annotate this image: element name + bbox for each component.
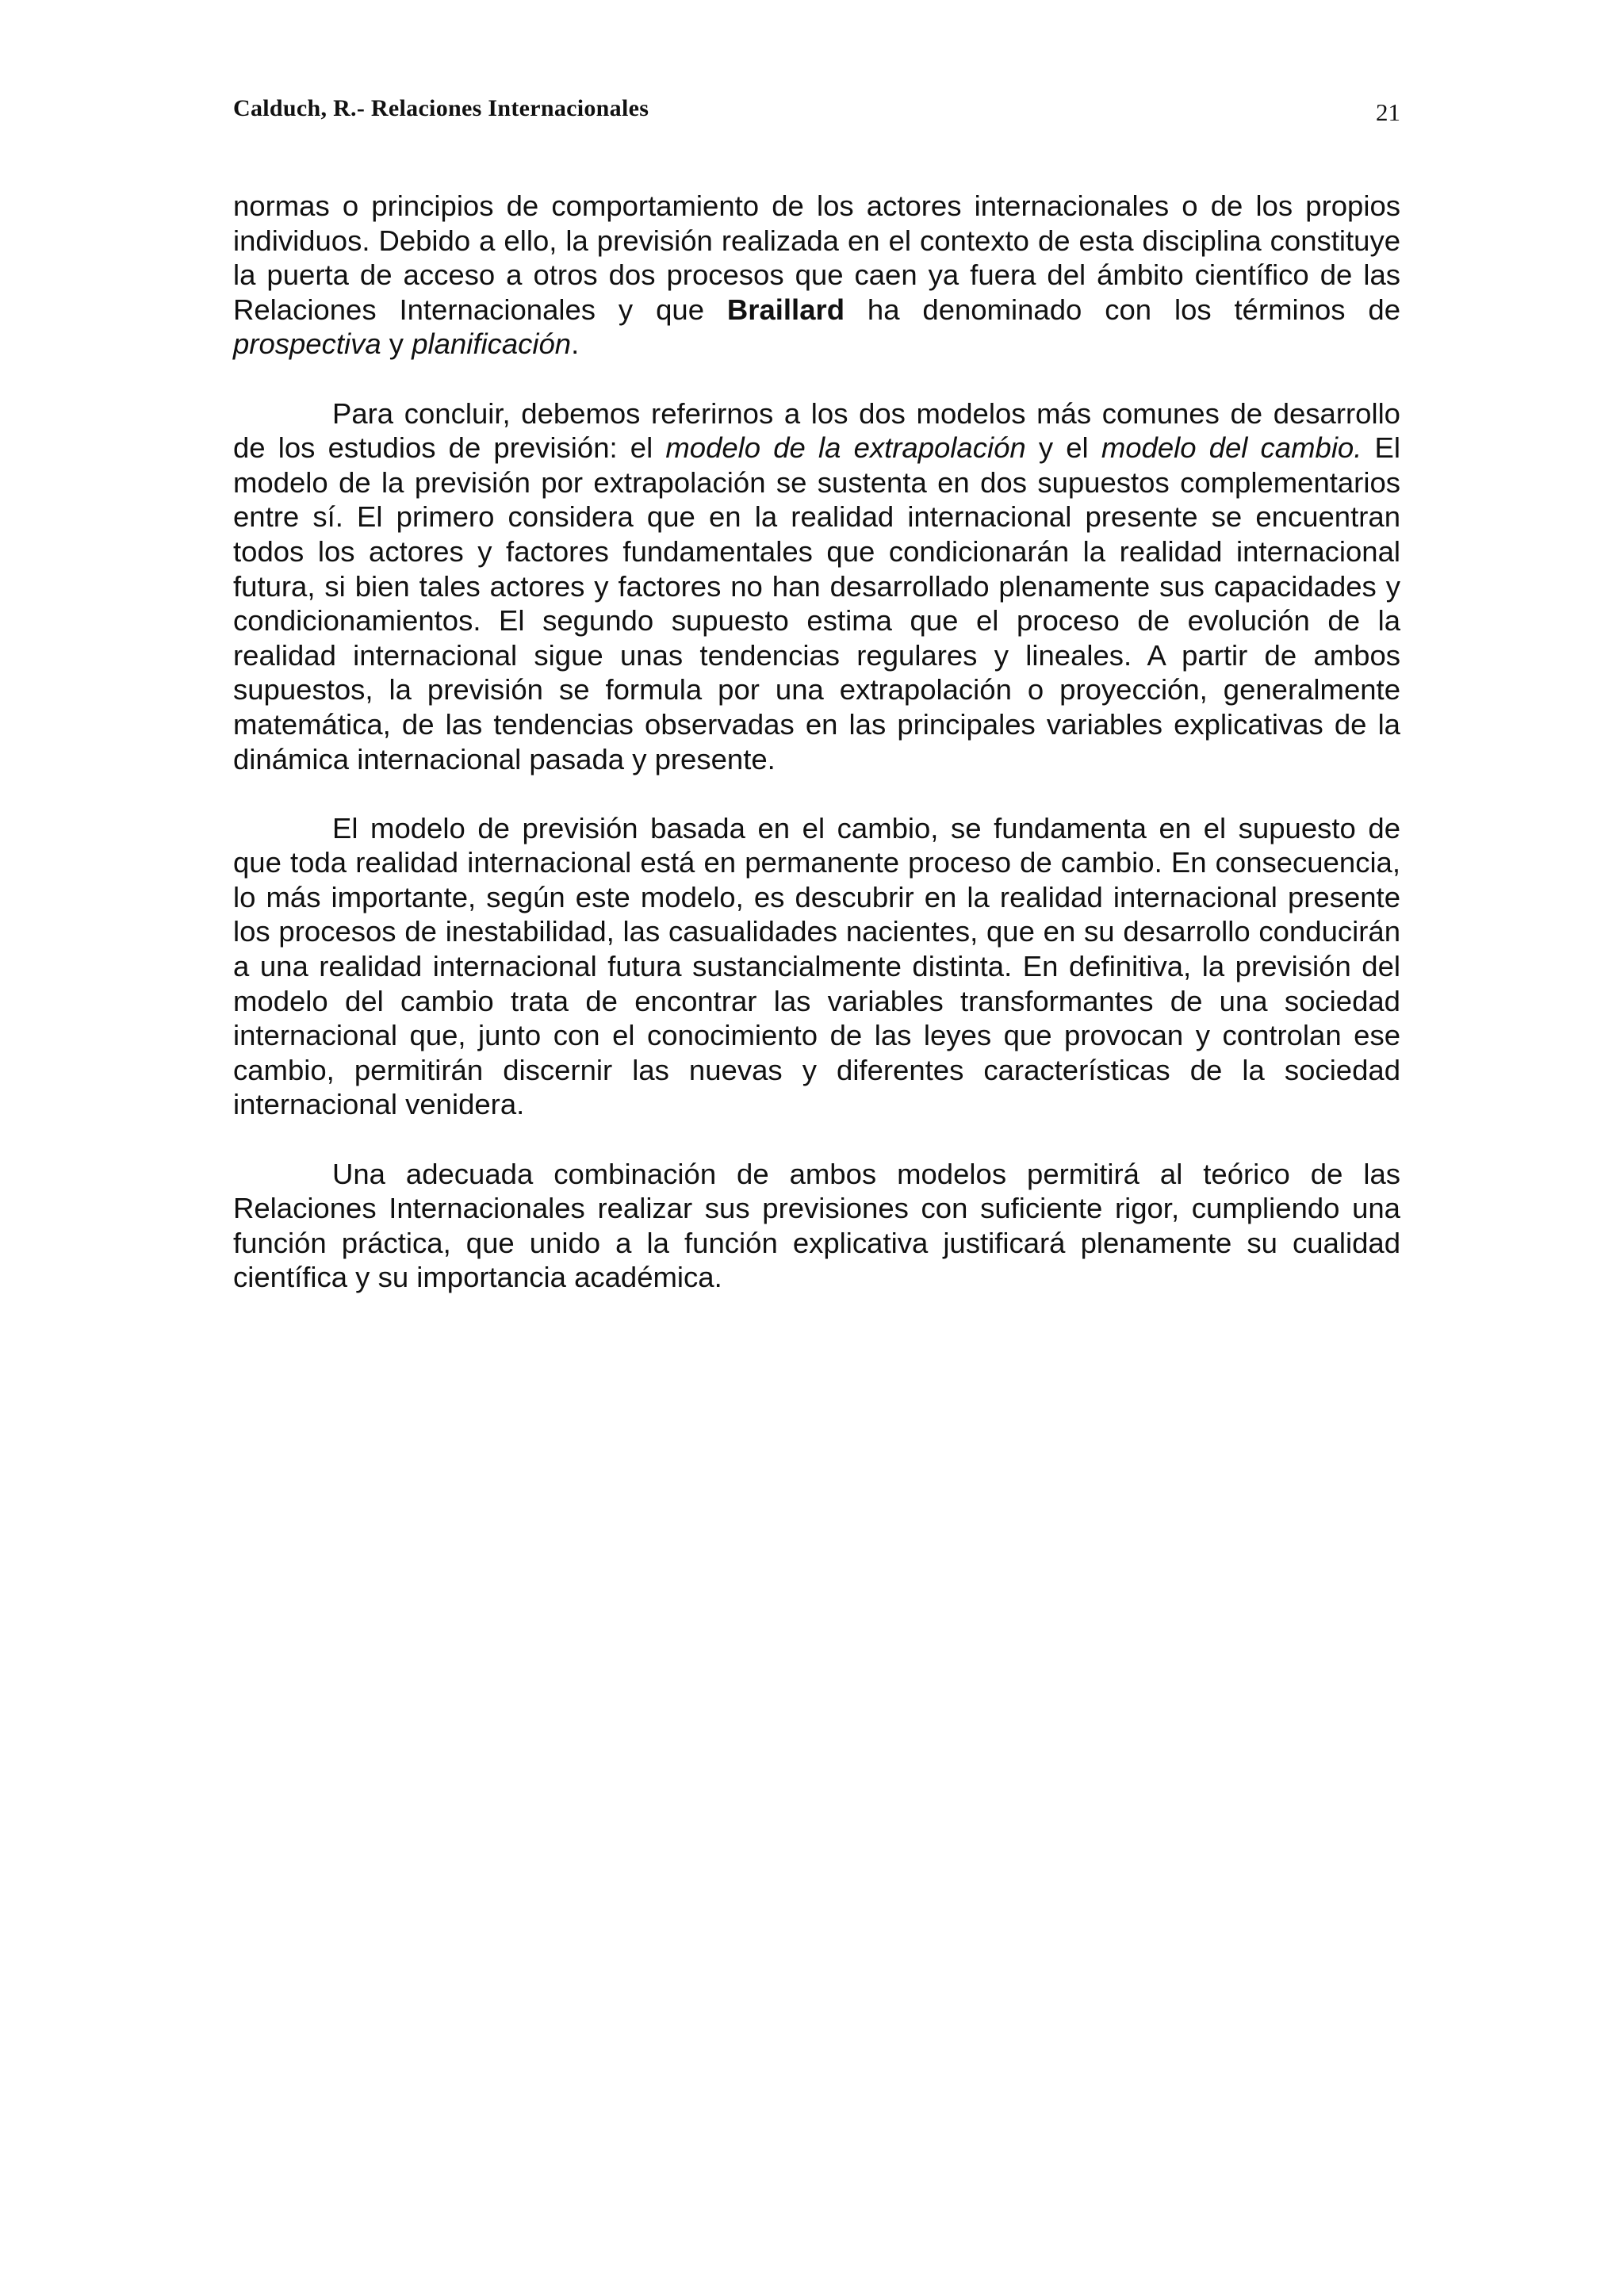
emphasis-italic: prospectiva <box>233 327 381 361</box>
page-number: 21 <box>1376 98 1400 126</box>
running-header <box>233 95 1400 130</box>
emphasis-italic: modelo de la extrapolación <box>665 431 1026 465</box>
text-run: y el <box>1025 431 1101 465</box>
text-run: El modelo de previsión basada en el cambio, se fundamenta en el supuesto de que toda realidad internacional está en permanente proceso de cambio. En consecuencia, lo más importante, según este modelo, es descubrir en la realidad internacional presente los procesos de inestabilidad, las casualidades nacientes, que en su desarrollo conducirán a una realidad internacional futura sustancialmente distinta. En definitiva, la previsión del modelo del cambio trata de encontrar las variables transformantes de una sociedad internacional que, junto con el conocimiento de las leyes que provocan y controlan ese cambio, permitirán discernir las nuevas y diferentes características de la sociedad internacional venidera. <box>233 811 1400 1121</box>
body-text <box>233 189 1400 1330</box>
emphasis-italic: modelo del cambio. <box>1101 431 1362 465</box>
emphasis-italic: planificación <box>412 327 572 361</box>
text-run: normas o principios de comportamiento de los actores internacionales o de los propios individuos. Debido a ello, la previsión realizada en el contexto de esta disciplina constituye la puerta de acceso a otros dos procesos que caen ya fuera del ámbito científico de las Relaciones Internacionales y que <box>233 190 1400 326</box>
text-run: Para concluir, debemos referirnos a los dos modelos más comunes de desarrollo de los estudios de previsión: el <box>233 396 1400 465</box>
paragraph-1 <box>233 189 1400 362</box>
paragraph-2 <box>233 396 1400 777</box>
text-run: Una adecuada combinación de ambos modelos permitirá al teórico de las Relaciones Internacionales realizar sus previsiones con suficiente rigor, cumpliendo una función práctica, que unido a la función explicativa justificará plenamente su cualidad científica y su importancia académica. <box>233 1157 1400 1294</box>
text-run: . <box>571 327 580 361</box>
running-title: Calduch, R.- Relaciones Internacionales <box>233 95 649 121</box>
paragraph-4 <box>233 1157 1400 1295</box>
text-run: y <box>381 327 412 361</box>
text-run: El modelo de la previsión por extrapolación se sustenta en dos supuestos complementarios entre sí. El primero considera que en la realidad internacional presente se encuentran todos los actores y factores fundamentales que condicionarán la realidad internacional futura, si bien tales actores y factores no han desarrollado plenamente sus capacidades y condicionamientos. El segundo supuesto estima que el proceso de evolución de la realidad internacional sigue unas tendencias regulares y lineales. A partir de ambos supuestos, la previsión se formula por una extrapolación o proyección, generalmente matemática, de las tendencias observadas en las principales variables explicativas de la dinámica internacional pasada y presente. <box>233 431 1400 776</box>
text-run: ha denominado con los términos de <box>845 293 1401 326</box>
emphasis-bold: Braillard <box>726 293 845 326</box>
paragraph-3 <box>233 811 1400 1122</box>
